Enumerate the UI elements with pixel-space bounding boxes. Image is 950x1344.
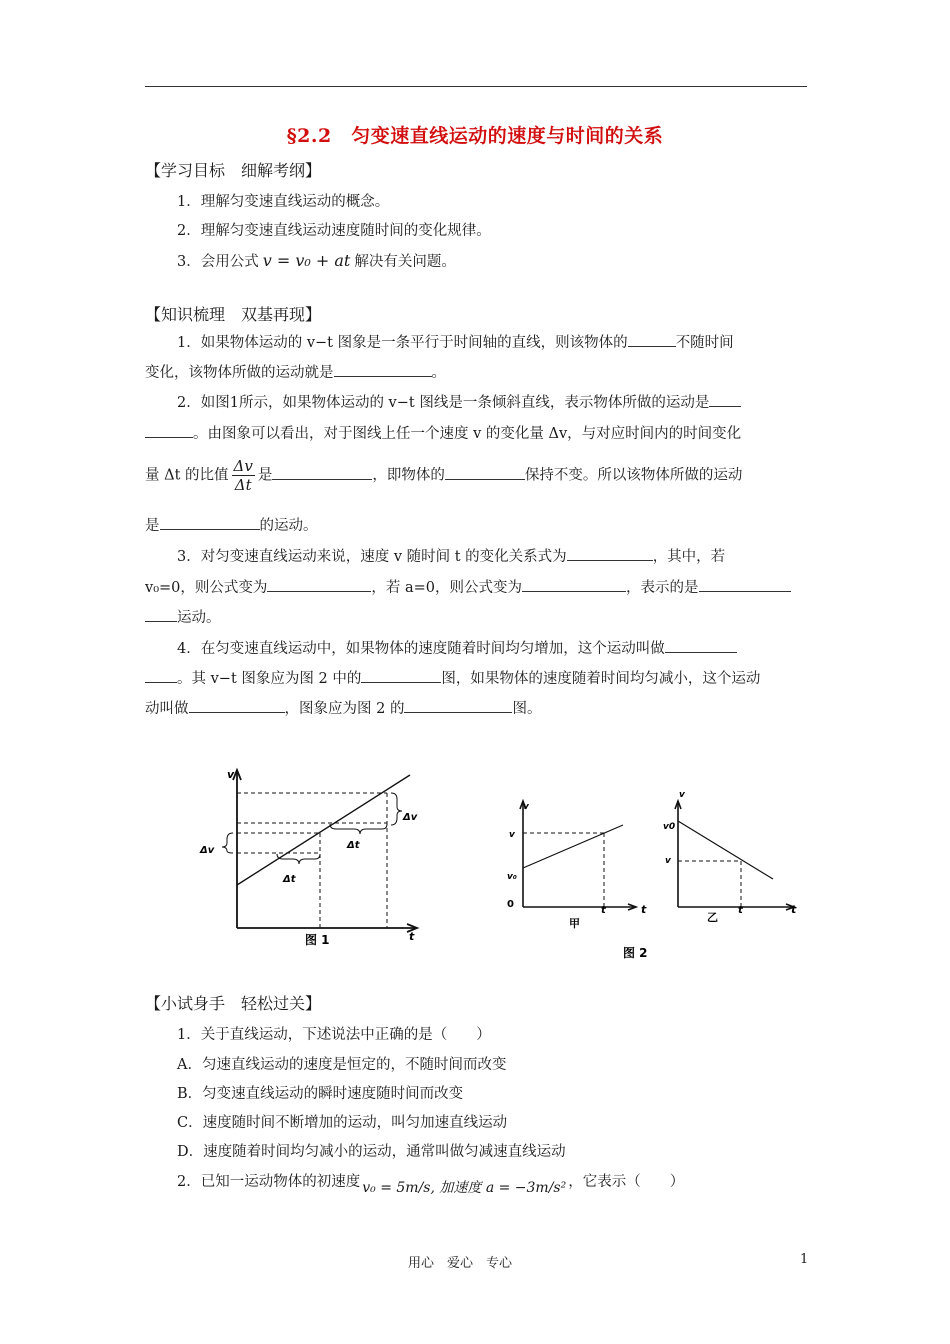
fig1-label-dv-right: Δv	[403, 812, 418, 823]
section-heading-objectives: 【学习目标 细解考纲】	[145, 161, 322, 180]
fig2b-label-v0: v0	[663, 822, 676, 832]
text: 运动。	[177, 610, 221, 626]
answer-blank[interactable]	[709, 392, 741, 407]
objective-1: 1．理解匀变速直线运动的概念。	[177, 194, 390, 210]
fig2a-label-t-mark: t	[601, 905, 606, 916]
fig2a-caption-jia: 甲	[569, 917, 580, 930]
fig2-caption: 图 2	[623, 946, 648, 960]
answer-blank[interactable]	[628, 332, 676, 347]
text: ，若 a=0，则公式变为	[371, 580, 523, 596]
text: 。其 v−t 图象应为图 2 中的	[177, 671, 362, 687]
objective-3	[177, 250, 456, 271]
fig1-brace-mid	[330, 824, 387, 834]
section-heading-practice: 【小试身手 轻松过关】	[145, 994, 322, 1013]
fig2a-line	[523, 825, 623, 868]
text: 3．对匀变速直线运动来说，速度 v 随时间 t 的变化关系式为	[177, 549, 567, 565]
text: 动叫做	[145, 701, 189, 717]
figure-2	[495, 785, 815, 965]
answer-blank[interactable]	[145, 423, 193, 438]
fig2b-label-v: v	[665, 856, 671, 866]
header-rule	[145, 86, 807, 87]
fig1-label-t: t	[409, 930, 415, 943]
fig1-line	[237, 775, 410, 885]
fig2b-line	[678, 821, 773, 879]
fig2b-label-v-axis: v	[679, 790, 685, 800]
text: 图，如果物体的速度随着时间均匀减小，这个运动	[441, 671, 761, 687]
option-b[interactable]: B．匀变速直线运动的瞬时速度随时间而改变	[177, 1086, 464, 1102]
page-title: §2.2 匀变速直线运动的速度与时间的关系	[286, 125, 664, 147]
page-number: 1	[800, 1252, 809, 1267]
answer-blank[interactable]	[160, 515, 260, 530]
text: 。	[431, 365, 446, 381]
fig2b-caption-yi: 乙	[707, 911, 718, 924]
para-2-line-4	[145, 514, 318, 535]
answer-blank[interactable]	[145, 668, 177, 683]
text: ，其中，若	[652, 549, 726, 565]
answer-blank[interactable]	[267, 577, 371, 592]
para-4-line-3	[145, 697, 541, 718]
answer-blank[interactable]	[665, 638, 737, 653]
figure-1	[195, 760, 435, 960]
fig2a-label-t-axis: t	[641, 903, 647, 916]
fig1-label-dv-left: Δv	[200, 845, 215, 856]
para-2-line-2	[145, 422, 741, 443]
fig2b-label-t-mark: t	[738, 905, 743, 916]
fig2a-label-v0: v₀	[507, 872, 517, 882]
option-c[interactable]: C．速度随时间不断增加的运动，叫匀加速直线运动	[177, 1115, 508, 1131]
frac-den: Δt	[234, 476, 252, 494]
fig1-label-v: v	[227, 768, 235, 781]
answer-blank[interactable]	[699, 577, 791, 592]
text: ，即物体的	[372, 467, 445, 484]
text: 量 Δt 的比值	[145, 467, 229, 484]
fig2a-label-zero: 0	[507, 899, 514, 910]
text: 的运动。	[259, 518, 318, 534]
answer-blank[interactable]	[145, 607, 177, 622]
para-3-line-2	[145, 576, 791, 597]
para-3-line-1	[177, 545, 725, 566]
para-2-line-1	[177, 391, 741, 412]
text: 是	[145, 518, 160, 534]
answer-blank[interactable]	[522, 577, 626, 592]
text: ，图象应为图 2 的	[284, 701, 405, 717]
objective-3-text: 3．会用公式	[177, 254, 259, 270]
text: 4．在匀变速直线运动中，如果物体的速度随着时间均匀增加，这个运动叫做	[177, 641, 665, 657]
para-4-line-1	[177, 637, 737, 658]
text: ，表示的是	[626, 580, 699, 596]
objective-3-tail: 解决有关问题。	[354, 254, 456, 270]
text: 变化，该物体所做的运动就是	[145, 365, 334, 381]
para-1-line-2	[145, 361, 446, 382]
text: 不随时间	[675, 335, 734, 351]
formula-v-v0-at: v = v₀ + at	[262, 251, 351, 270]
answer-blank[interactable]	[361, 668, 441, 683]
fig2a-label-v: v	[509, 830, 515, 840]
fig2a-label-v-axis: v	[523, 802, 529, 812]
footer-motto: 用心 爱心 专心	[408, 1256, 513, 1271]
fig1-brace-right	[391, 793, 402, 825]
question-1: 1．关于直线运动，下述说法中正确的是（ ）	[177, 1027, 491, 1043]
text: 是	[257, 467, 273, 484]
text: 。由图象可以看出，对于图线上任一个速度 v 的变化量 Δv，与对应时间内的时间变化	[193, 426, 742, 442]
fig1-brace-left	[222, 833, 233, 853]
answer-blank[interactable]	[445, 465, 525, 480]
para-3-line-3	[145, 606, 221, 627]
fig2b-label-t-axis: t	[791, 903, 797, 916]
fig1-caption: 图 1	[305, 933, 330, 947]
text: 2．已知一运动物体的初速度	[177, 1174, 361, 1190]
question-2	[177, 1170, 685, 1196]
q2-formula: v₀ = 5m/s, 加速度 a = −3m/s²	[362, 1180, 567, 1196]
option-d[interactable]: D．速度随着时间均匀减小的运动，通常叫做匀减速直线运动	[177, 1144, 566, 1160]
answer-blank[interactable]	[334, 362, 432, 377]
fig1-label-dt-mid: Δt	[347, 840, 360, 851]
text: 图。	[512, 701, 542, 717]
answer-blank[interactable]	[189, 698, 285, 713]
ratio-dv-dt	[232, 457, 255, 494]
text: v₀=0，则公式变为	[145, 580, 268, 596]
para-4-line-2	[145, 667, 760, 688]
answer-blank[interactable]	[272, 465, 372, 480]
section-heading-knowledge: 【知识梳理 双基再现】	[145, 305, 322, 324]
answer-blank[interactable]	[404, 698, 512, 713]
frac-num: Δv	[233, 457, 253, 475]
para-2-line-3	[145, 457, 742, 494]
option-a[interactable]: A．匀速直线运动的速度是恒定的，不随时间而改变	[177, 1057, 507, 1073]
para-1-line-1	[177, 331, 734, 352]
text: 保持不变。所以该物体所做的运动	[524, 467, 743, 484]
objective-2: 2．理解匀变速直线运动速度随时间的变化规律。	[177, 223, 491, 239]
text: ，它表示（ ）	[568, 1174, 685, 1190]
answer-blank[interactable]	[567, 546, 653, 561]
text: 1．如果物体运动的 v−t 图象是一条平行于时间轴的直线，则该物体的	[177, 335, 628, 351]
text: 2．如图1所示，如果物体运动的 v−t 图线是一条倾斜直线，表示物体所做的运动是	[177, 395, 710, 411]
fig1-label-dt-bottom: Δt	[283, 874, 296, 885]
